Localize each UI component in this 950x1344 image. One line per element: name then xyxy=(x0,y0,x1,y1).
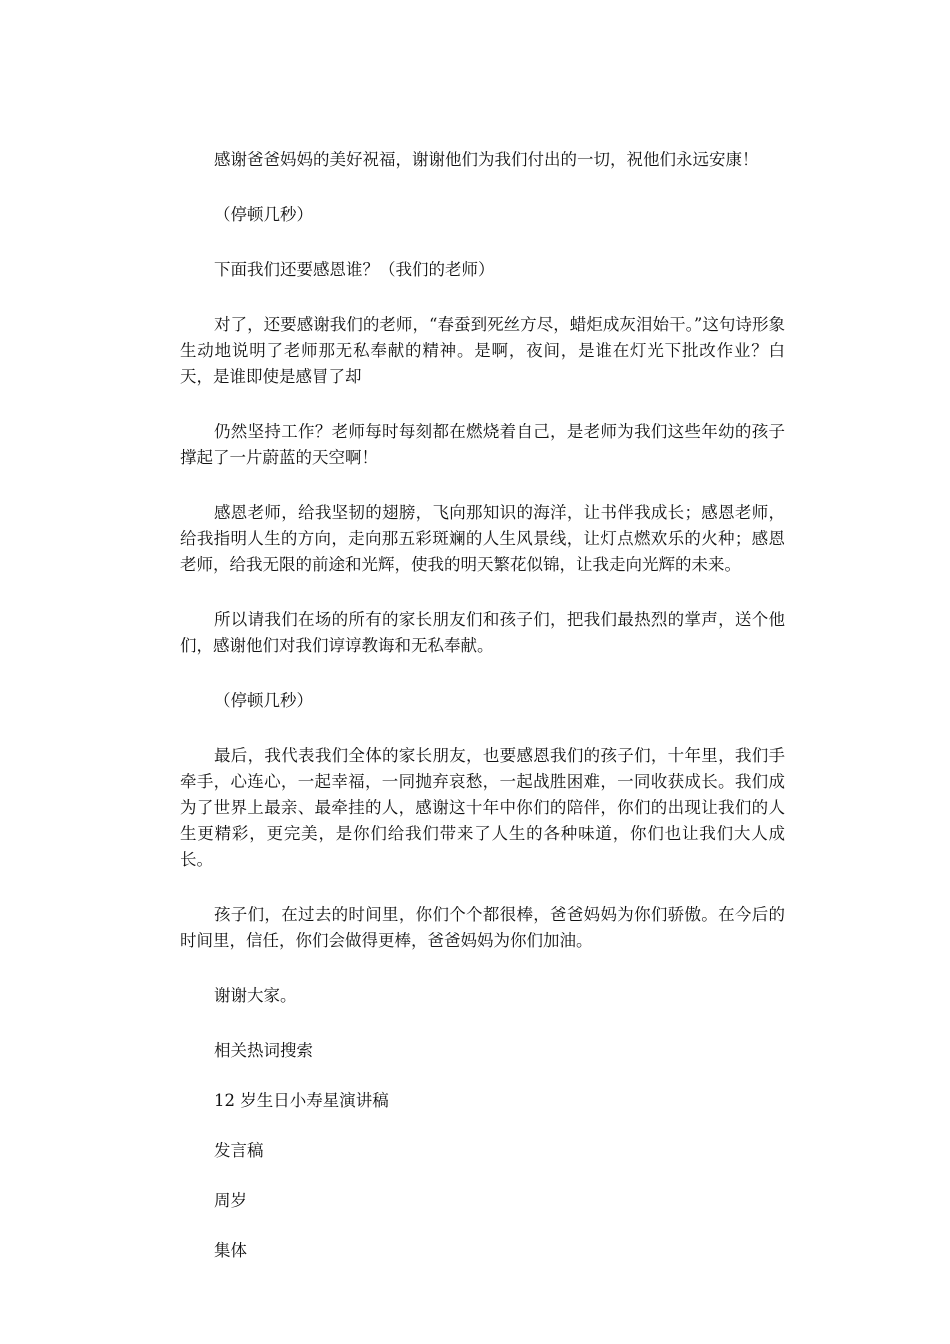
paragraph-thank-children: 最后，我代表我们全体的家长朋友，也要感恩我们的孩子们，十年里，我们手牵手，心连心，一起幸福，一同抛弃哀愁，一起战胜困难，一同收获成长。我们成为了世界上最亲、最牵挂的人，感谢这十年中你们的陪伴，你们的出现让我们的人生更精彩，更完美，是你们给我们带来了人生的各种味道，你们也让我们大人成长。 xyxy=(180,746,785,869)
paragraph-pause-2: （停顿几秒） xyxy=(214,691,313,710)
paragraph-thank-who: 下面我们还要感恩谁？（我们的老师） xyxy=(214,260,495,279)
paragraph-children-praise: 孩子们，在过去的时间里，你们个个都很棒，爸爸妈妈为你们骄傲。在今后的时间里，信任，你们会做得更棒，爸爸妈妈为你们加油。 xyxy=(180,905,785,950)
paragraph-thanks-parents: 感谢爸爸妈妈的美好祝福，谢谢他们为我们付出的一切，祝他们永远安康！ xyxy=(214,150,759,169)
document-page xyxy=(180,147,785,1288)
paragraph-applause: 所以请我们在场的所有的家长朋友们和孩子们，把我们最热烈的掌声，送个他们，感谢他们对我们谆谆教诲和无私奉献。 xyxy=(180,610,785,655)
related-search-heading: 相关热词搜索 xyxy=(214,1041,313,1060)
related-search-item[interactable]: 集体 xyxy=(214,1241,247,1260)
paragraph-pause: （停顿几秒） xyxy=(214,205,313,224)
related-search-item[interactable]: 发言稿 xyxy=(214,1141,264,1160)
related-search-item[interactable]: 12 岁生日小寿星演讲稿 xyxy=(214,1091,389,1110)
related-search-item[interactable]: 周岁 xyxy=(214,1191,247,1210)
paragraph-teachers-poem: 对了，还要感谢我们的老师，“春蚕到死丝方尽，蜡炬成灰泪始干。”这句诗形象生动地说明了老师那无私奉献的精神。是啊，夜间，是谁在灯光下批改作业？白天，是谁即使是感冒了却 xyxy=(180,315,785,386)
paragraph-teachers-work: 仍然坚持工作？老师每时每刻都在燃烧着自己，是老师为我们这些年幼的孩子撑起了一片蔚蓝的天空啊！ xyxy=(180,422,785,467)
related-search-list xyxy=(180,1038,785,1264)
paragraph-closing: 谢谢大家。 xyxy=(214,986,297,1005)
paragraph-grateful-teachers: 感恩老师，给我坚韧的翅膀，飞向那知识的海洋，让书伴我成长；感恩老师，给我指明人生的方向，走向那五彩斑斓的人生风景线，让灯点燃欢乐的火种；感恩老师，给我无限的前途和光辉，使我的明天繁花似锦，让我走向光辉的未来。 xyxy=(180,503,785,574)
